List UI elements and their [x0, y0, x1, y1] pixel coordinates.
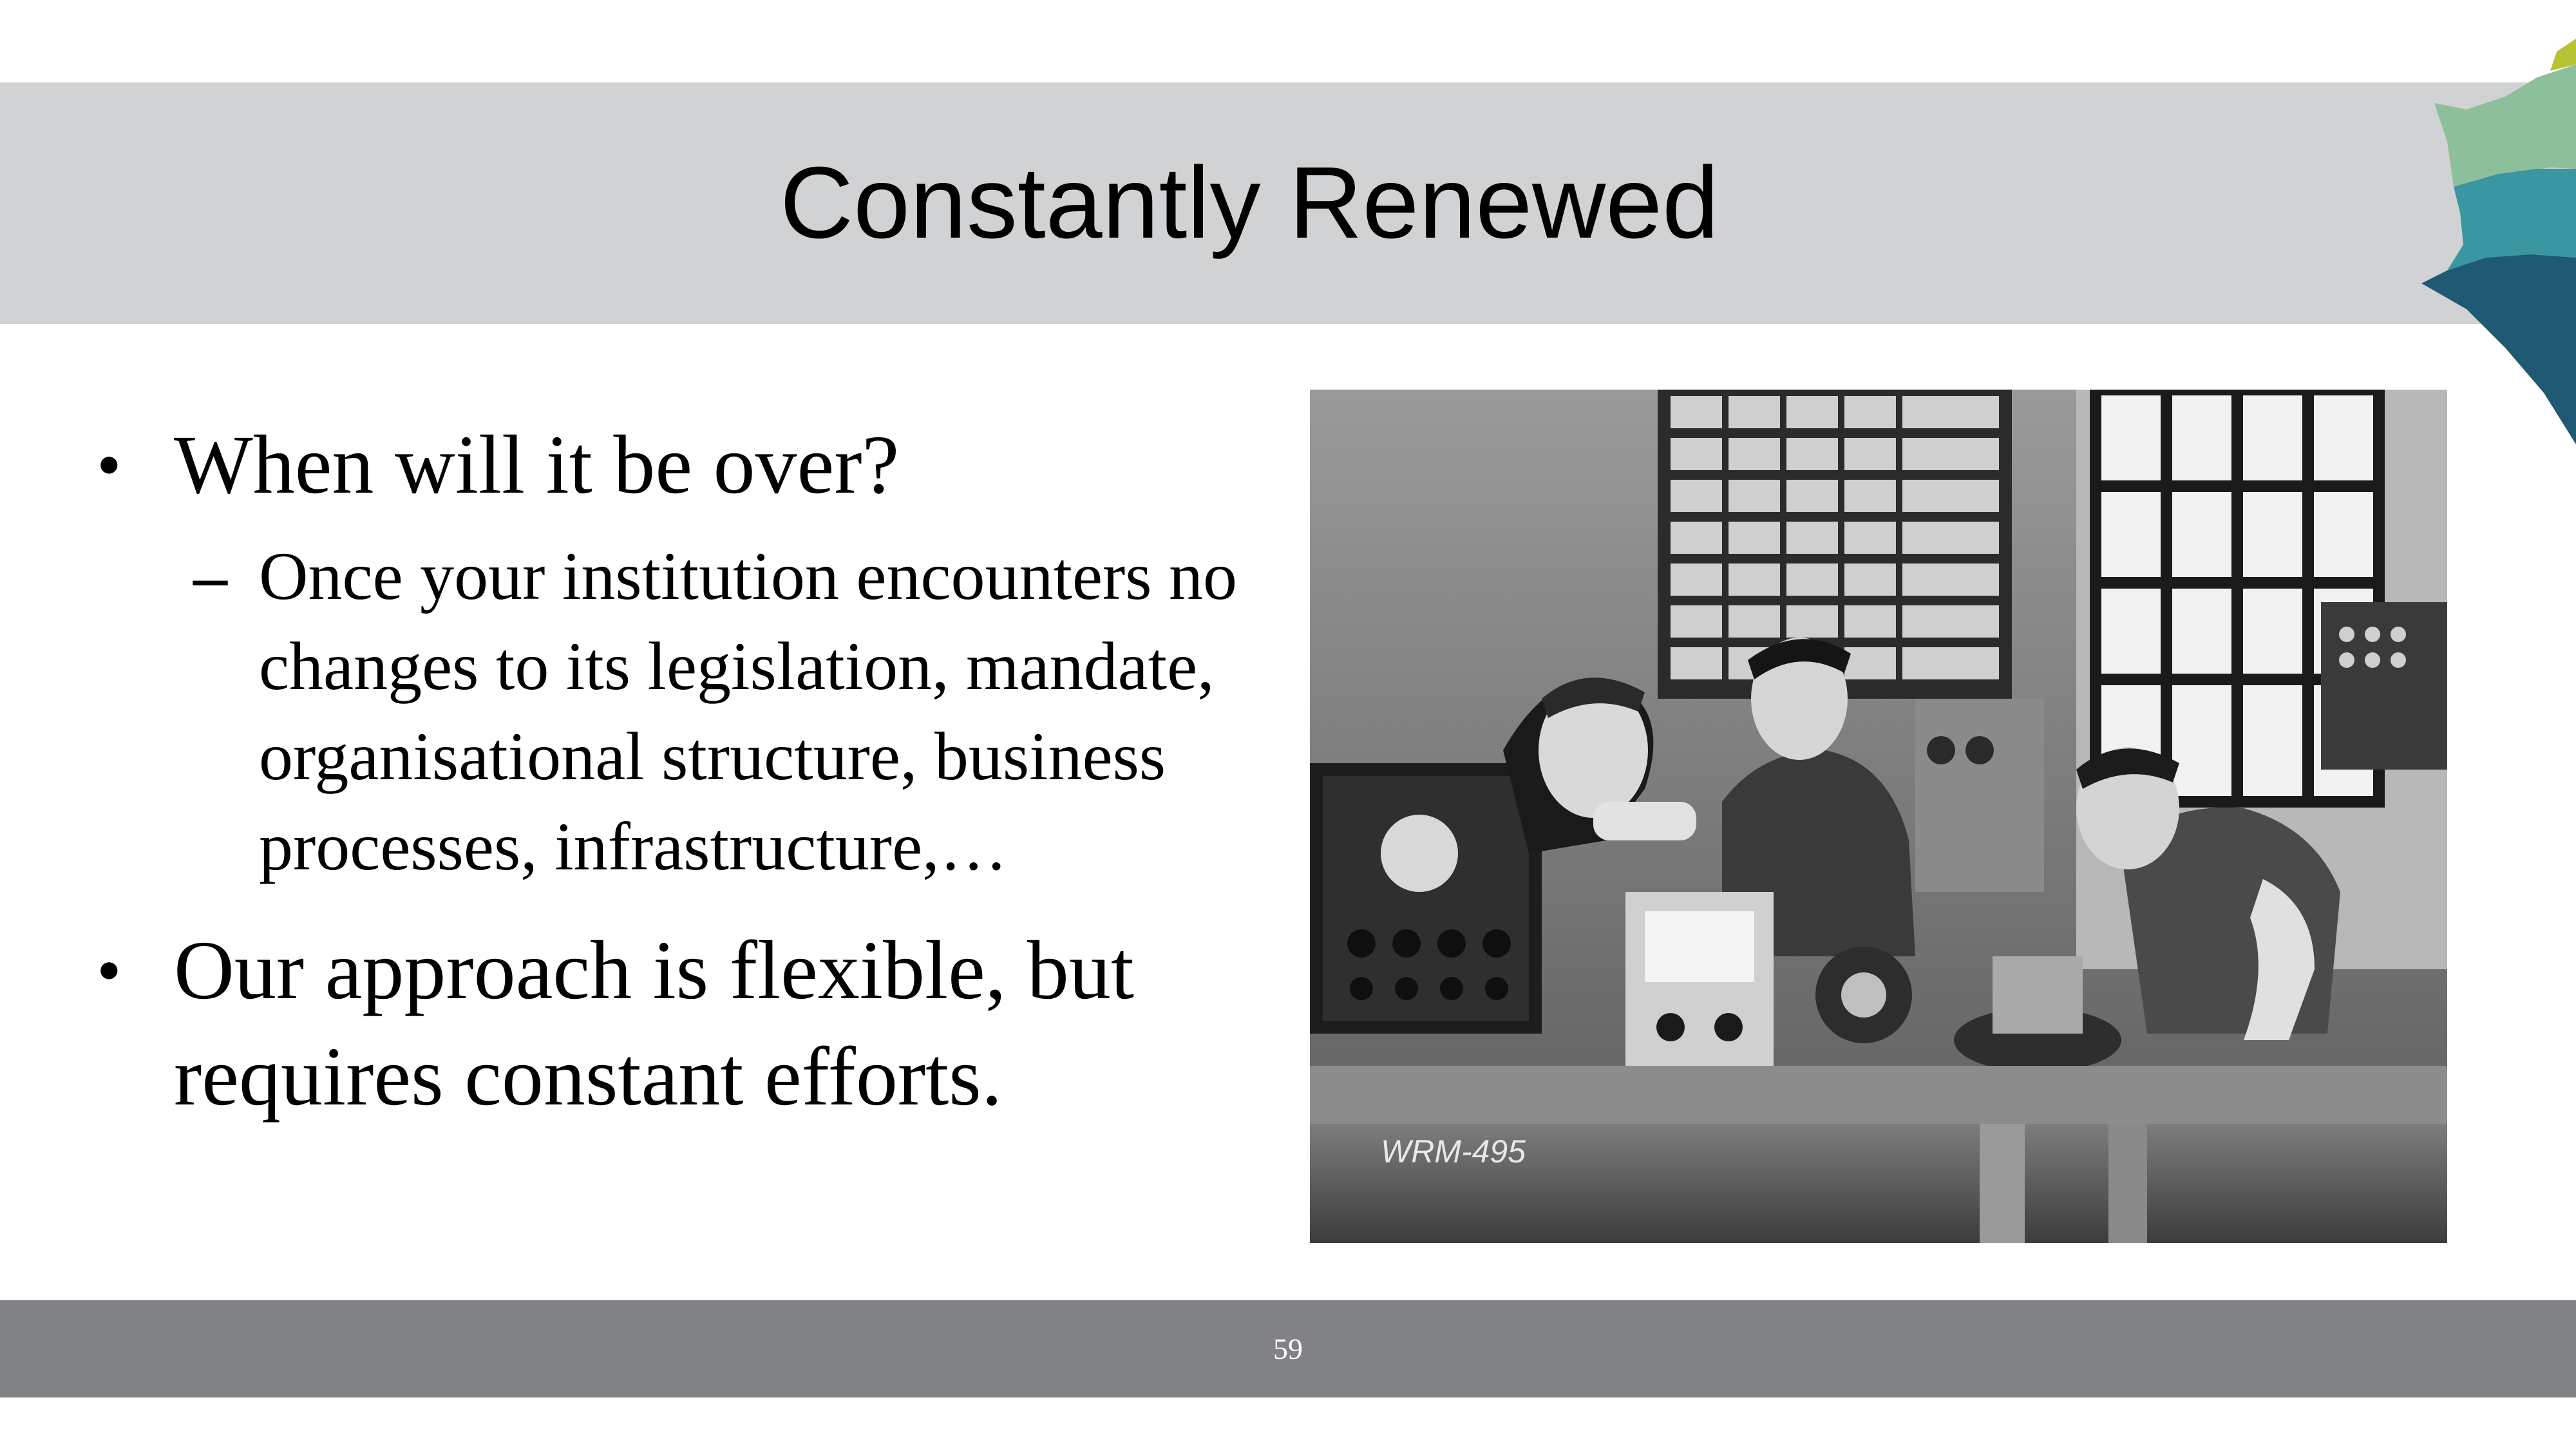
bullet-icon: •: [97, 931, 122, 1010]
bullet-icon: •: [97, 426, 122, 504]
bullet-text: Our approach is flexible, but requires constant efforts.: [174, 924, 1134, 1123]
sub-bullet-item: [90, 531, 1288, 892]
photo-illustration-icon: [1310, 390, 2447, 1243]
sub-bullet-text: Once your institution encounters no changes to its legislation, mandate, organisational structure, business processes, infrastructure,…: [259, 538, 1238, 884]
bullet-text: When will it be over?: [174, 419, 900, 511]
dash-icon: –: [193, 538, 227, 614]
bullet-item: [90, 412, 1288, 518]
bullet-item: [90, 918, 1288, 1130]
slide-body: [90, 412, 1288, 1130]
photo-marking: WRM-495: [1381, 1133, 1526, 1170]
slide-title: Constantly Renewed: [780, 146, 1719, 260]
page-number: 59: [1273, 1332, 1303, 1365]
workshop-photo: [1310, 390, 2447, 1243]
